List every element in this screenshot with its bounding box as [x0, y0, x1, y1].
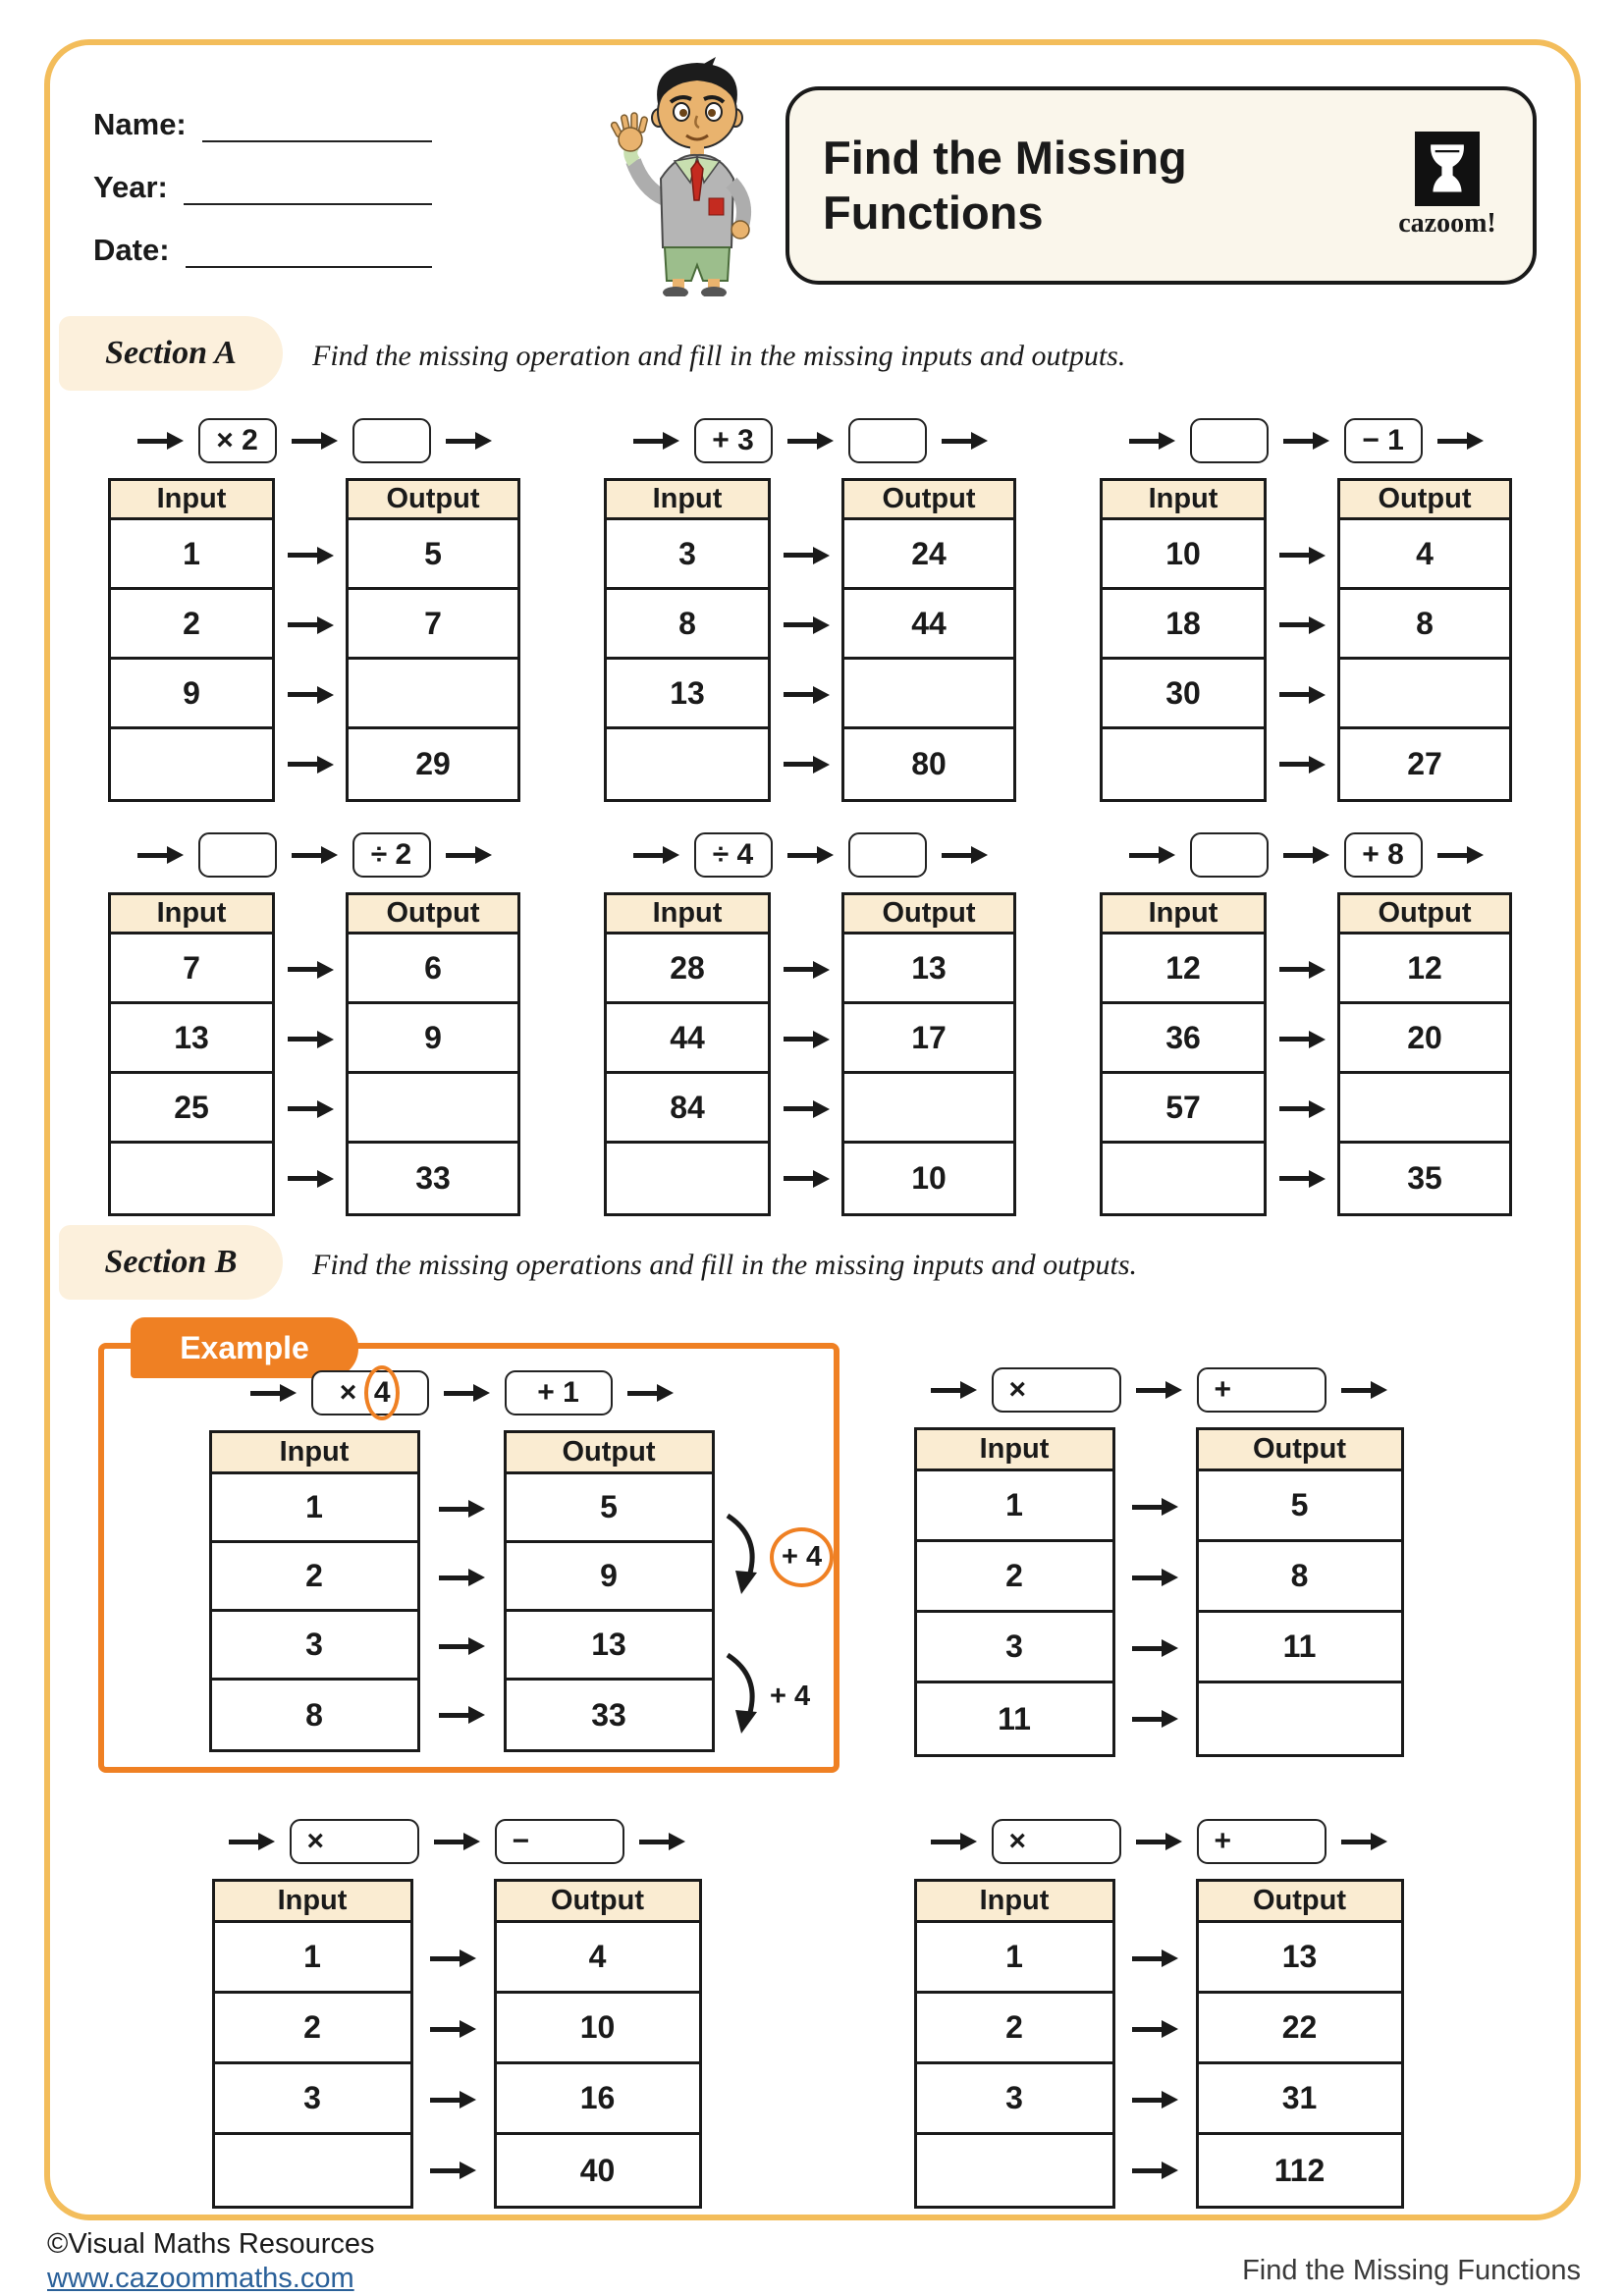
- arrow-icon: [1279, 547, 1326, 564]
- arrow-icon: [1283, 432, 1329, 450]
- arrow-icon: [434, 1833, 480, 1850]
- output-cell: 4: [497, 1923, 699, 1994]
- operation-box-2: +: [1197, 1367, 1326, 1413]
- output-header: Output: [507, 1433, 712, 1474]
- input-cell: 3: [917, 2064, 1112, 2135]
- arrow-icon: [1132, 1639, 1178, 1657]
- operation-box-2: ÷ 2: [352, 832, 431, 878]
- output-cell: 29: [415, 746, 451, 781]
- input-cell: [1103, 1144, 1264, 1213]
- arrow-icon: [288, 616, 334, 634]
- operation-box-2: +: [1197, 1819, 1326, 1864]
- input-cell: [111, 729, 272, 799]
- footer-worksheet-title: Find the Missing Functions: [1242, 2255, 1581, 2286]
- operation-row: [1085, 417, 1527, 464]
- io-tables: [884, 1879, 1434, 2209]
- io-tables: [589, 478, 1031, 802]
- input-header: Input: [111, 481, 272, 520]
- curved-arrow-icon: [722, 1651, 765, 1741]
- output-cell: [1340, 660, 1509, 729]
- arrow-icon: [1279, 1031, 1326, 1048]
- arrow-icon: [1341, 1833, 1387, 1850]
- arrow-icon: [784, 1100, 830, 1118]
- output-header: Output: [1340, 481, 1509, 520]
- input-cell: 2: [917, 1994, 1112, 2064]
- input-header: Input: [1103, 481, 1264, 520]
- input-cell: 2: [917, 1542, 1112, 1613]
- name-field-row: [93, 101, 432, 142]
- output-header: Output: [349, 895, 517, 934]
- arrow-icon: [942, 846, 988, 864]
- arrow-icon: [1341, 1381, 1387, 1399]
- operation-row: [1085, 831, 1527, 879]
- row-arrows: [1267, 892, 1337, 1216]
- output-cell: [844, 660, 1013, 729]
- arrow-icon: [633, 432, 679, 450]
- io-tables: [589, 892, 1031, 1216]
- arrow-icon: [1129, 846, 1175, 864]
- year-field-row: [93, 164, 432, 205]
- output-cell: 10: [911, 1160, 947, 1196]
- function-machine: [884, 1818, 1434, 2209]
- input-cell: 1: [111, 520, 272, 590]
- row-arrows: [1115, 1879, 1196, 2209]
- input-cell: 2: [111, 590, 272, 660]
- section-b-instruction: Find the missing operations and fill in the missing inputs and outputs.: [312, 1249, 1138, 1281]
- arrow-icon: [137, 846, 184, 864]
- arrow-icon: [1279, 756, 1326, 774]
- date-label: Date:: [93, 233, 170, 267]
- arrow-icon: [1136, 1381, 1182, 1399]
- function-machine: [1085, 831, 1527, 1216]
- arrow-icon: [439, 1500, 485, 1518]
- input-cell: [1103, 729, 1264, 799]
- arrow-icon: [1132, 2162, 1178, 2179]
- arrow-icon: [229, 1833, 275, 1850]
- date-field-row: [93, 227, 432, 268]
- input-cell: 25: [111, 1074, 272, 1144]
- difference-annotation: [722, 1651, 810, 1741]
- input-cell: 57: [1103, 1074, 1264, 1144]
- arrow-icon: [639, 1833, 685, 1850]
- output-cell: 33: [591, 1696, 626, 1733]
- arrow-icon: [633, 846, 679, 864]
- arrow-icon: [430, 1949, 476, 1967]
- operation-box-1: ×: [992, 1367, 1121, 1413]
- output-header: Output: [497, 1882, 699, 1923]
- arrow-icon: [137, 432, 184, 450]
- operation-box-1: [311, 1370, 429, 1415]
- arrow-icon: [1132, 2020, 1178, 2038]
- output-cell: 40: [579, 2152, 616, 2188]
- input-table: [108, 478, 275, 802]
- row-arrows: [1267, 478, 1337, 802]
- output-cell: 5: [349, 520, 517, 590]
- arrow-icon: [288, 756, 334, 774]
- arrow-icon: [1132, 1949, 1178, 1967]
- input-cell: 11: [998, 1700, 1031, 1736]
- curved-arrow-icon: [722, 1512, 765, 1602]
- arrow-icon: [931, 1833, 977, 1850]
- io-tables: [93, 478, 535, 802]
- row-arrows: [771, 478, 841, 802]
- input-cell: 3: [215, 2064, 410, 2135]
- operation-box-2: [848, 832, 927, 878]
- input-cell: 12: [1103, 934, 1264, 1004]
- output-header: Output: [844, 481, 1013, 520]
- arrow-icon: [787, 432, 834, 450]
- arrow-icon: [784, 756, 830, 774]
- output-table: [346, 892, 520, 1216]
- output-cell: 6: [349, 934, 517, 1004]
- input-cell: 8: [305, 1696, 323, 1733]
- function-machine: [589, 831, 1031, 1216]
- input-table: [604, 892, 771, 1216]
- arrow-icon: [292, 432, 338, 450]
- input-header: Input: [607, 895, 768, 934]
- operation-box-2: [352, 418, 431, 463]
- input-cell: 18: [1103, 590, 1264, 660]
- output-cell: 44: [844, 590, 1013, 660]
- output-cell: 10: [497, 1994, 699, 2064]
- output-cell: 35: [1407, 1160, 1442, 1196]
- section-a-tag: Section A: [59, 316, 283, 391]
- arrow-icon: [439, 1706, 485, 1724]
- input-cell: 2: [212, 1543, 417, 1612]
- input-table: [914, 1879, 1115, 2209]
- output-cell: 8: [1199, 1542, 1401, 1613]
- input-header: Input: [607, 481, 768, 520]
- output-cell: 4: [1340, 520, 1509, 590]
- input-table: [108, 892, 275, 1216]
- input-header: Input: [212, 1433, 417, 1474]
- arrow-icon: [1132, 1498, 1178, 1516]
- operation-box-2: −: [495, 1819, 624, 1864]
- example-function-machine: [196, 1369, 727, 1752]
- input-table: [914, 1427, 1115, 1757]
- function-machine: [1085, 417, 1527, 802]
- arrow-icon: [430, 2091, 476, 2109]
- operation-row: [589, 417, 1031, 464]
- arrow-icon: [784, 1031, 830, 1048]
- arrow-icon: [446, 432, 492, 450]
- function-machine: [93, 831, 535, 1216]
- input-header: Input: [111, 895, 272, 934]
- input-table: [1100, 478, 1267, 802]
- output-header: Output: [1199, 1882, 1401, 1923]
- io-tables: [884, 1427, 1434, 1757]
- section-a-machines: [93, 417, 1527, 1216]
- arrow-icon: [430, 2020, 476, 2038]
- input-cell: [111, 1144, 272, 1213]
- io-tables: [1085, 892, 1527, 1216]
- input-cell: 3: [607, 520, 768, 590]
- arrow-icon: [784, 1170, 830, 1188]
- input-cell: [215, 2135, 410, 2206]
- operation-box-1: [1190, 832, 1269, 878]
- title-box: [785, 86, 1537, 285]
- arrow-icon: [1132, 1569, 1178, 1586]
- operation-box-1: ×: [290, 1819, 419, 1864]
- arrow-icon: [288, 1031, 334, 1048]
- io-tables: [93, 892, 535, 1216]
- arrow-icon: [292, 846, 338, 864]
- operation-row: [196, 1369, 727, 1416]
- function-machine: [884, 1366, 1434, 1757]
- io-tables: [196, 1430, 727, 1752]
- input-cell: 8: [607, 590, 768, 660]
- arrow-icon: [942, 432, 988, 450]
- arrow-icon: [288, 686, 334, 704]
- output-table: [1337, 892, 1512, 1216]
- arrow-icon: [1279, 1170, 1326, 1188]
- output-cell: 5: [1199, 1471, 1401, 1542]
- year-line: [184, 170, 432, 205]
- row-arrows: [413, 1879, 494, 2209]
- input-cell: 1: [917, 1923, 1112, 1994]
- difference-annotation: [722, 1512, 834, 1602]
- input-header: Input: [917, 1430, 1112, 1471]
- example-tab: Example: [131, 1317, 358, 1378]
- output-cell: [1340, 1074, 1509, 1144]
- input-cell: [917, 2135, 1112, 2206]
- arrow-icon: [439, 1569, 485, 1586]
- input-table: [209, 1430, 420, 1752]
- arrow-icon: [931, 1381, 977, 1399]
- input-cell: 10: [1103, 520, 1264, 590]
- output-cell: 20: [1340, 1004, 1509, 1074]
- operation-row: [589, 831, 1031, 879]
- output-cell: [349, 1074, 517, 1144]
- output-cell: 9: [507, 1543, 712, 1612]
- arrow-icon: [430, 2162, 476, 2179]
- input-table: [1100, 892, 1267, 1216]
- arrow-icon: [250, 1384, 297, 1402]
- year-label: Year:: [93, 170, 168, 204]
- output-cell: 7: [349, 590, 517, 660]
- row-arrows: [771, 892, 841, 1216]
- operation-box-2: [848, 418, 927, 463]
- input-cell: 30: [1103, 660, 1264, 729]
- date-line: [186, 233, 432, 268]
- operation-box-1: + 3: [694, 418, 773, 463]
- arrow-icon: [288, 547, 334, 564]
- operation-box-2: − 1: [1344, 418, 1423, 463]
- circled-answer: 4: [364, 1365, 400, 1420]
- output-table: [1196, 1879, 1404, 2209]
- output-cell: 12: [1340, 934, 1509, 1004]
- operation-box-1: ×: [992, 1819, 1121, 1864]
- operation-box-2: + 1: [505, 1370, 613, 1415]
- operation-box-1: [1190, 418, 1269, 463]
- row-arrows: [420, 1430, 504, 1752]
- output-cell: [1199, 1683, 1401, 1754]
- cazoom-logo: [1383, 132, 1511, 240]
- input-header: Input: [1103, 895, 1264, 934]
- output-header: Output: [844, 895, 1013, 934]
- page-title: Find the Missing Functions: [823, 131, 1187, 239]
- output-cell: 31: [1199, 2064, 1401, 2135]
- output-cell: 8: [1340, 590, 1509, 660]
- input-cell: 3: [917, 1613, 1112, 1683]
- io-tables: [1085, 478, 1527, 802]
- arrow-icon: [784, 616, 830, 634]
- input-cell: 9: [111, 660, 272, 729]
- arrow-icon: [288, 1170, 334, 1188]
- input-cell: 13: [111, 1004, 272, 1074]
- input-cell: 2: [215, 1994, 410, 2064]
- operation-row: [93, 417, 535, 464]
- function-machine: [182, 1818, 731, 2209]
- output-table: [841, 478, 1016, 802]
- output-table: [504, 1430, 715, 1752]
- arrow-icon: [444, 1384, 490, 1402]
- input-cell: 1: [917, 1471, 1112, 1542]
- section-a-instruction: Find the missing operation and fill in the missing inputs and outputs.: [312, 340, 1126, 372]
- arrow-icon: [1279, 616, 1326, 634]
- output-cell: 13: [844, 934, 1013, 1004]
- input-cell: 36: [1103, 1004, 1264, 1074]
- operation-box-1: [198, 832, 277, 878]
- operation-symbol: ×: [339, 1376, 357, 1409]
- output-table: [1196, 1427, 1404, 1757]
- input-cell: 1: [212, 1474, 417, 1543]
- output-header: Output: [349, 481, 517, 520]
- arrow-icon: [1279, 961, 1326, 979]
- output-cell: [844, 1074, 1013, 1144]
- input-cell: 1: [215, 1923, 410, 1994]
- logo-drum-icon: [1415, 132, 1480, 206]
- arrow-icon: [439, 1637, 485, 1655]
- output-header: Output: [1340, 895, 1509, 934]
- name-line: [202, 107, 432, 142]
- name-label: Name:: [93, 107, 187, 141]
- input-cell: 13: [607, 660, 768, 729]
- input-header: Input: [917, 1882, 1112, 1923]
- input-cell: [607, 1144, 768, 1213]
- arrow-icon: [1129, 432, 1175, 450]
- footer-copyright: ©Visual Maths Resources: [47, 2228, 375, 2260]
- input-cell: [607, 729, 768, 799]
- arrow-icon: [1279, 1100, 1326, 1118]
- arrow-icon: [1132, 1710, 1178, 1728]
- boy-cartoon-illustration: [604, 51, 771, 296]
- output-table: [346, 478, 520, 802]
- output-cell: 22: [1199, 1994, 1401, 2064]
- arrow-icon: [1437, 846, 1484, 864]
- arrow-icon: [1279, 686, 1326, 704]
- annotation-label: + 4: [770, 1527, 834, 1587]
- row-arrows: [275, 478, 346, 802]
- input-header: Input: [215, 1882, 410, 1923]
- arrow-icon: [1132, 2091, 1178, 2109]
- input-cell: 84: [607, 1074, 768, 1144]
- output-cell: 27: [1407, 746, 1442, 781]
- row-arrows: [275, 892, 346, 1216]
- function-machine: [589, 417, 1031, 802]
- output-cell: 13: [507, 1612, 712, 1681]
- output-cell: 13: [1199, 1923, 1401, 1994]
- operation-row: [182, 1818, 731, 1865]
- operation-box-2: + 8: [1344, 832, 1423, 878]
- logo-text: cazoom!: [1398, 208, 1496, 239]
- input-cell: 7: [111, 934, 272, 1004]
- output-cell: 11: [1199, 1613, 1401, 1683]
- output-cell: 24: [844, 520, 1013, 590]
- output-table: [841, 892, 1016, 1216]
- arrow-icon: [784, 686, 830, 704]
- arrow-icon: [784, 961, 830, 979]
- output-cell: 5: [507, 1474, 712, 1543]
- io-tables: [182, 1879, 731, 2209]
- input-table: [604, 478, 771, 802]
- output-cell: 9: [349, 1004, 517, 1074]
- input-cell: 44: [607, 1004, 768, 1074]
- output-cell: 16: [497, 2064, 699, 2135]
- arrow-icon: [1136, 1833, 1182, 1850]
- output-cell: 112: [1273, 2152, 1326, 2188]
- arrow-icon: [446, 846, 492, 864]
- row-arrows: [1115, 1427, 1196, 1757]
- arrow-icon: [288, 961, 334, 979]
- annotation-label: + 4: [770, 1680, 811, 1712]
- output-cell: 33: [415, 1160, 451, 1196]
- arrow-icon: [288, 1100, 334, 1118]
- input-table: [212, 1879, 413, 2209]
- footer-url-link[interactable]: www.cazoommaths.com: [47, 2263, 354, 2294]
- arrow-icon: [627, 1384, 674, 1402]
- arrow-icon: [787, 846, 834, 864]
- operation-row: [884, 1818, 1434, 1865]
- input-cell: 28: [607, 934, 768, 1004]
- arrow-icon: [784, 547, 830, 564]
- section-b-tag: Section B: [59, 1225, 283, 1300]
- output-table: [494, 1879, 702, 2209]
- operation-row: [93, 831, 535, 879]
- arrow-icon: [1437, 432, 1484, 450]
- output-table: [1337, 478, 1512, 802]
- arrow-icon: [1283, 846, 1329, 864]
- operation-box-1: ÷ 4: [694, 832, 773, 878]
- input-cell: 3: [212, 1612, 417, 1681]
- output-cell: 17: [844, 1004, 1013, 1074]
- output-cell: [349, 660, 517, 729]
- operation-box-1: × 2: [198, 418, 277, 463]
- output-cell: 80: [911, 746, 947, 781]
- output-header: Output: [1199, 1430, 1401, 1471]
- function-machine: [93, 417, 535, 802]
- operation-row: [884, 1366, 1434, 1414]
